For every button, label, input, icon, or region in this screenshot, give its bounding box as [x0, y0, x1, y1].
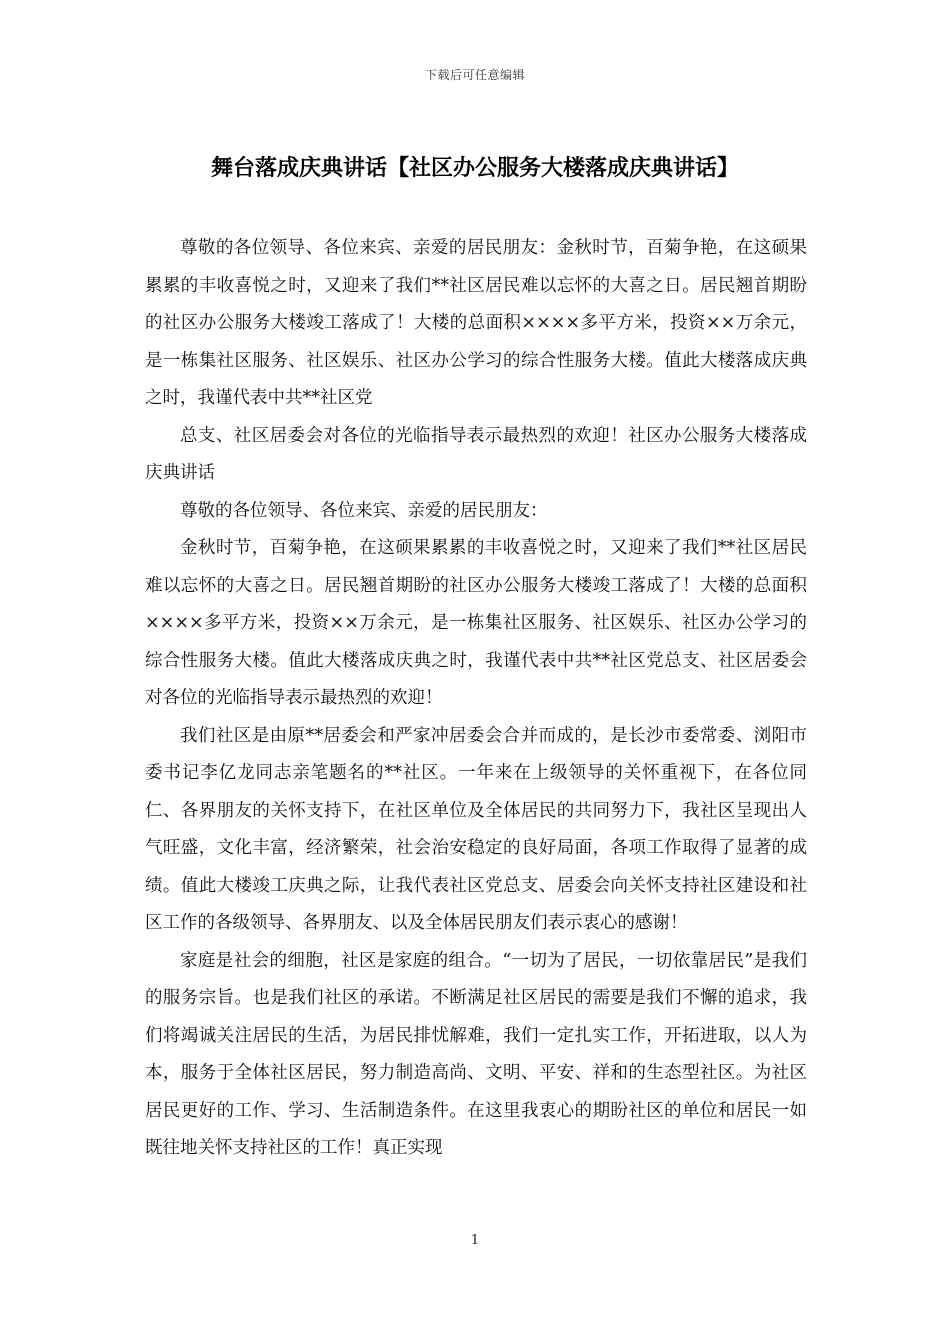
page-header-note: 下载后可任意编辑: [424, 68, 525, 82]
paragraph-welcome-continuation: 总支、社区居委会对各位的光临指导表示最热烈的欢迎！社区办公服务大楼落成庆典讲话: [145, 425, 807, 483]
paragraph-golden-autumn: 金秋时节，百菊争艳，在这硕果累累的丰收喜悦之时，又迎来了我们**社区居民难以忘怀的大喜之日。居民翘首期盼的社区办公服务大楼竣工落成了！大楼的总面积××××多平方米，投资××万余元，是一栋集社区服务、社区娱乐、社区办公学习的综合性服务大楼。值此大楼落成庆典之时，我谨代表中共**社区党总支、社区居委会对各位的光临指导表示最热烈的欢迎！: [145, 538, 807, 708]
paragraph-salutation: 尊敬的各位领导、各位来宾、亲爱的居民朋友：: [180, 500, 548, 521]
page-number: 1: [470, 1233, 480, 1248]
document-title: 舞台落成庆典讲话【社区办公服务大楼落成庆典讲话】: [210, 156, 739, 181]
paragraph-community-history: 我们社区是由原**居委会和严家冲居委会合并而成的，是长沙市委常委、浏阳市委书记李亿龙同志亲笔题名的**社区。一年来在上级领导的关怀重视下，在各位同仁、各界朋友的关怀支持下，在社区单位及全体居民的共同努力下，我社区呈现出人气旺盛，文化丰富，经济繁荣，社会治安稳定的良好局面，各项工作取得了显著的成绩。值此大楼竣工庆典之际，让我代表社区党总支、居委会向关怀支持社区建设和社区工作的各级领导、各界朋友、以及全体居民朋友们表示衷心的感谢！: [145, 725, 807, 933]
paragraph-greeting-opening: 尊敬的各位领导、各位来宾、亲爱的居民朋友：金秋时节，百菊争艳，在这硕果累累的丰收喜悦之时，又迎来了我们**社区居民难以忘怀的大喜之日。居民翘首期盼的社区办公服务大楼竣工落成了！大楼的总面积××××多平方米，投资××万余元，是一栋集社区服务、社区娱乐、社区办公学习的综合性服务大楼。值此大楼落成庆典之时，我谨代表中共**社区党: [145, 238, 807, 408]
paragraph-family-community: 家庭是社会的细胞，社区是家庭的组合。“一切为了居民，一切依靠居民”是我们的服务宗旨。也是我们社区的承诺。不断满足社区居民的需要是我们不懈的追求，我们将竭诚关注居民的生活，为居民排忧解难，我们一定扎实工作，开拓进取，以人为本，服务于全体社区居民，努力制造高尚、文明、平安、祥和的生态型社区。为社区居民更好的工作、学习、生活制造条件。在这里我衷心的期盼社区的单位和居民一如既往地关怀支持社区的工作！真正实现: [145, 950, 807, 1158]
document-body: [145, 230, 807, 1168]
